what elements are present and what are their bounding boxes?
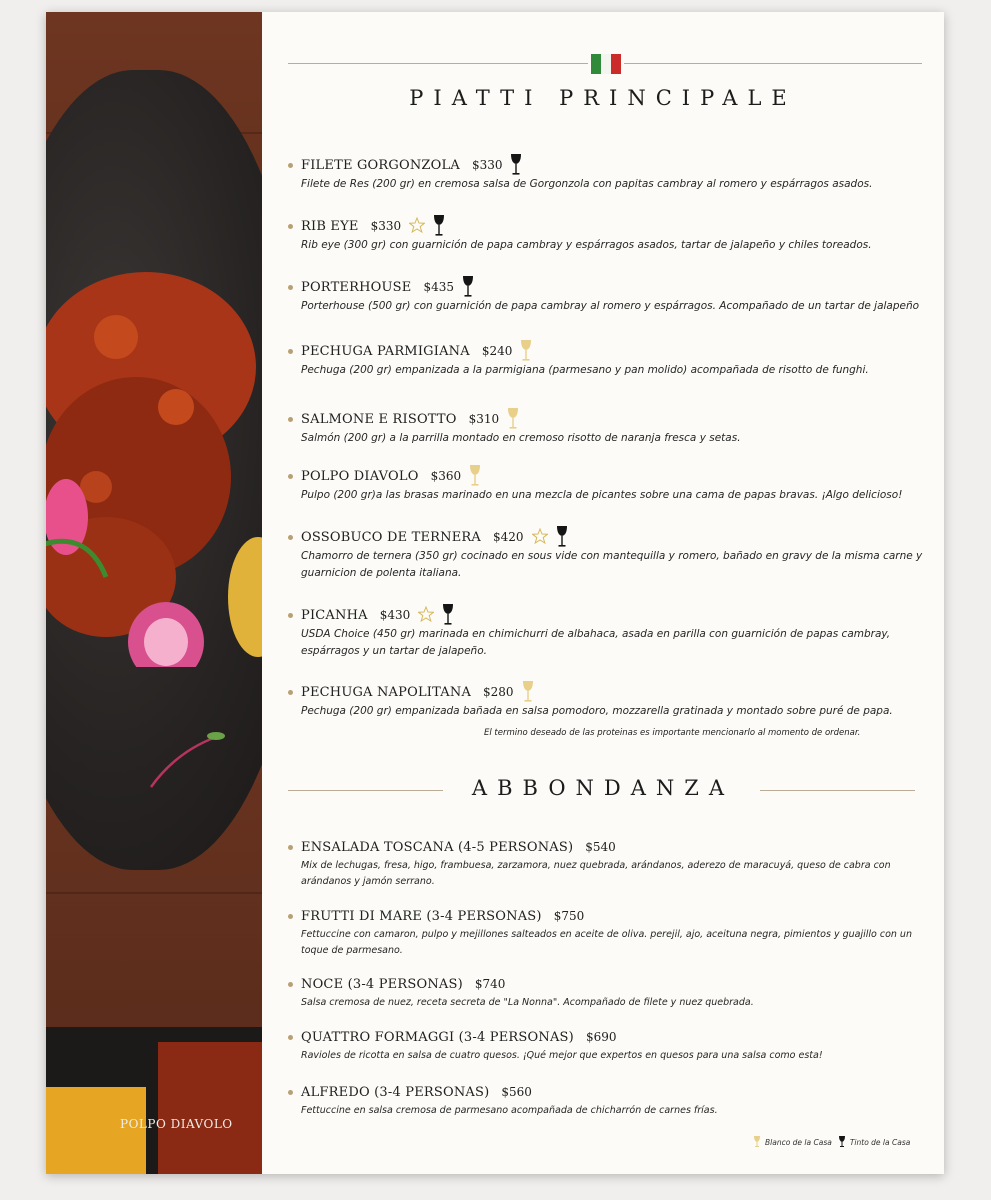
white-wine-icon <box>520 340 534 362</box>
wine-legend <box>747 1136 910 1148</box>
top-rule-left <box>288 63 588 64</box>
dish-description: Mix de lechugas, fresa, higo, frambuesa, zarzamora, nuez quebrada, arándanos, aderezo de maracuyá, queso de cabra con arándanos y jamón serrano. <box>301 860 891 887</box>
red-spice <box>158 1042 262 1174</box>
red-wine-icon <box>442 604 456 626</box>
dish-price: $310 <box>468 412 500 426</box>
menu-item <box>288 1028 928 1064</box>
menu-item <box>288 606 928 660</box>
bullet <box>288 163 293 168</box>
dish-price: $540 <box>585 840 616 854</box>
dish-price: $435 <box>423 280 455 294</box>
abbondanza-rule-left <box>288 790 443 791</box>
bullet <box>288 613 293 618</box>
dish-name: QUATTRO FORMAGGI (3-4 PERSONAS) <box>301 1029 574 1045</box>
white-wine-icon <box>507 408 521 430</box>
protein-note: El termino deseado de las proteinas es importante mencionarlo al momento de ordenar. <box>484 728 861 738</box>
photo-caption: POLPO DIAVOLO <box>120 1117 233 1131</box>
red-wine-icon <box>433 215 447 237</box>
menu-item <box>288 467 928 504</box>
dish-name: PECHUGA NAPOLITANA <box>301 684 472 700</box>
legend-red-label: Tinto de la Casa <box>849 1137 911 1147</box>
menu-item <box>288 156 928 193</box>
dish-price: $330 <box>370 219 402 233</box>
dish-name: PECHUGA PARMIGIANA <box>301 343 470 359</box>
menu-content <box>262 12 944 1174</box>
top-rule-right <box>624 63 922 64</box>
legend-white-label: Blanco de la Casa <box>765 1137 832 1147</box>
bullet <box>288 1035 293 1040</box>
dish-description: Filete de Res (200 gr) en cremosa salsa de Gorgonzola con papitas cambray al romero y espárragos asados. <box>301 178 873 190</box>
dish-description: Pulpo (200 gr)a las brasas marinado en una mezcla de picantes sobre una cama de papas bravas. ¡Algo delicioso! <box>301 489 903 501</box>
bullet <box>288 285 293 290</box>
bullet <box>288 349 293 354</box>
menu-item <box>288 217 928 254</box>
dish-price: $430 <box>379 608 411 622</box>
dish-description: Ravioles de ricotta en salsa de cuatro quesos. ¡Qué mejor que expertos en quesos para una salsa como esta! <box>301 1050 823 1061</box>
dish-description: Fettuccine con camaron, pulpo y mejillones salteados en aceite de oliva. perejil, ajo, aceituna negra, pimientos y guajillo con un toque de parmesano. <box>301 929 912 956</box>
dish-price: $420 <box>492 530 524 544</box>
dish-description: Salsa cremosa de nuez, receta secreta de "La Nonna". Acompañado de filete y nuez quebrada. <box>301 997 754 1008</box>
dish-description: Fettuccine en salsa cremosa de parmesano acompañada de chicharrón de carnes frías. <box>301 1105 718 1116</box>
menu-item <box>288 907 928 959</box>
star-icon <box>532 528 548 550</box>
abbondanza-title: ABBONDANZA <box>471 776 735 800</box>
white-wine-icon <box>469 465 483 487</box>
bullet <box>288 1090 293 1095</box>
red-wine-icon <box>838 1136 846 1148</box>
principale-title: PIATTI PRINCIPALE <box>409 86 797 110</box>
dish-price: $240 <box>481 344 513 358</box>
menu-item <box>288 1083 928 1119</box>
italy-flag-icon <box>591 54 621 74</box>
white-wine-icon <box>522 681 536 703</box>
bullet <box>288 982 293 987</box>
abbondanza-rule-right <box>760 790 915 791</box>
bullet <box>288 474 293 479</box>
octopus-graphic <box>46 247 262 667</box>
dish-price: $560 <box>501 1085 532 1099</box>
dish-description: Porterhouse (500 gr) con guarnición de papa cambray al romero y espárragos. Acompañado de un tartar de jalapeño <box>301 300 920 312</box>
white-wine-icon <box>753 1136 761 1148</box>
dish-name: RIB EYE <box>301 218 359 234</box>
bullet <box>288 845 293 850</box>
menu-item <box>288 528 928 582</box>
menu-item <box>288 975 928 1011</box>
star-icon <box>409 217 425 239</box>
dish-price: $330 <box>471 158 503 172</box>
dish-description: Salmón (200 gr) a la parrilla montado en cremoso risotto de naranja fresca y setas. <box>301 432 741 444</box>
menu-page <box>46 12 944 1174</box>
menu-item <box>288 278 928 315</box>
dish-name: PORTERHOUSE <box>301 279 412 295</box>
dish-description: Chamorro de ternera (350 gr) cocinado en sous vide con mantequilla y romero, bañado en gravy de la misma carne y guarnicion de polenta italiana. <box>301 550 923 579</box>
dish-name: NOCE (3-4 PERSONAS) <box>301 976 463 992</box>
dish-name: PICANHA <box>301 607 368 623</box>
dish-price: $280 <box>483 685 514 699</box>
dish-name: ENSALADA TOSCANA (4-5 PERSONAS) <box>301 839 574 855</box>
dish-name: FRUTTI DI MARE (3-4 PERSONAS) <box>301 908 542 924</box>
dish-price: $360 <box>430 469 462 483</box>
red-wine-icon <box>462 276 476 298</box>
menu-item <box>288 342 928 379</box>
polpo-diavolo-photo <box>46 12 262 1174</box>
star-icon <box>418 606 434 628</box>
bullet <box>288 690 293 695</box>
menu-item <box>288 838 928 890</box>
dish-description: USDA Choice (450 gr) marinada en chimichurri de albahaca, asada en parilla con guarnición de papas cambray, espárragos y un tartar de jalapeño. <box>301 628 891 657</box>
dish-name: ALFREDO (3-4 PERSONAS) <box>301 1084 490 1100</box>
dish-name: SALMONE E RISOTTO <box>301 411 457 427</box>
dish-name: FILETE GORGONZOLA <box>301 157 460 173</box>
microgreen-sprig <box>146 722 226 792</box>
bullet <box>288 417 293 422</box>
red-wine-icon <box>510 154 524 176</box>
menu-item <box>288 410 928 447</box>
dish-price: $740 <box>474 977 506 991</box>
bullet <box>288 914 293 919</box>
bullet <box>288 224 293 229</box>
dish-description: Pechuga (200 gr) empanizada bañada en salsa pomodoro, mozzarella gratinada y montado sobre puré de papa. <box>301 705 893 717</box>
bullet <box>288 535 293 540</box>
menu-item <box>288 683 928 720</box>
dish-price: $690 <box>585 1030 617 1044</box>
dish-name: OSSOBUCO DE TERNERA <box>301 529 481 545</box>
dish-description: Pechuga (200 gr) empanizada a la parmigiana (parmesano y pan molido) acompañada de risotto de funghi. <box>301 364 869 376</box>
dish-name: POLPO DIAVOLO <box>301 468 419 484</box>
dish-description: Rib eye (300 gr) con guarnición de papa cambray y espárragos asados, tartar de jalapeño y chiles toreados. <box>301 239 872 251</box>
red-wine-icon <box>556 526 570 548</box>
dish-price: $750 <box>553 909 585 923</box>
